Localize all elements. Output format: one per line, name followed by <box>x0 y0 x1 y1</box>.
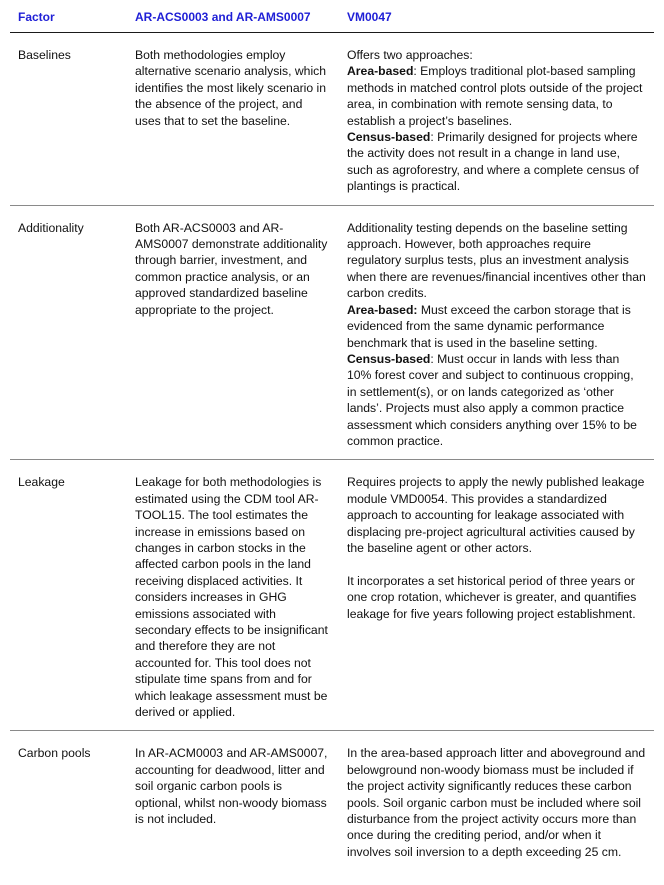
header-factor: Factor <box>10 0 127 33</box>
vm-paragraph-1: Requires projects to apply the newly published leakage module VMD0054. This provides a standardized approach to accounting for leakage associated with displacing pre-project agricultural activities caused by the baseline agent or other actors. <box>347 475 645 555</box>
factor-cell: Carbon pools <box>18 746 91 761</box>
row-additionality <box>10 205 654 460</box>
ar-cell: Both methodologies employ alternative scenario analysis, which identifies the most likely scenario in the absence of the project, and uses that to set the baseline. <box>127 33 339 206</box>
factor-cell: Additionality <box>10 205 127 460</box>
comparison-table <box>10 0 654 885</box>
ar-cell: In AR-ACM0003 and AR-AMS0007, accounting for deadwood, litter and soil organic carbon pools is optional, whilst non-woody biomass is not included. <box>135 746 328 827</box>
vm-cell: In the area-based approach litter and aboveground and belowground non-woody biomass must be included if the project activity significantly reduces these carbon pools. Soil organic carbon must be included where soil disturbance from the project activity occurs more than once during the crediting period, and/or when it involves soil inversion to a depth exceeding 25 cm. <box>347 746 646 859</box>
header-row <box>10 0 654 33</box>
vm-intro: Additionality testing depends on the baseline setting approach. However, both approaches require regulatory surplus tests, plus an investment analysis when there are revenues/financial incentives other than carbon credits. <box>347 220 646 301</box>
row-baselines <box>10 33 654 206</box>
vm-intro: Offers two approaches: <box>347 48 473 62</box>
vm-area-based <box>347 63 646 129</box>
area-based-term: Area-based <box>347 64 414 79</box>
header-ar-methodologies: AR-ACS0003 and AR-AMS0007 <box>127 0 339 33</box>
area-based-text: Must exceed the carbon storage that is evidenced from the same dynamic performance benchmark that is used in the baseline setting. <box>347 302 631 350</box>
vm-cell <box>339 460 654 731</box>
vm-paragraph-2: It incorporates a set historical period of three years or one crop rotation, whichever is greater, and quantifies leakage for five years following project establishment. <box>347 573 637 621</box>
area-based-term: Area-based: <box>347 302 418 317</box>
vm-census-based <box>347 129 646 195</box>
vm-cell <box>339 33 654 206</box>
census-based-text: : Primarily designed for projects where the activity does not result in a change in land use, such as agroforestry, and where a complete census of plantings is practical. <box>347 130 639 194</box>
vm-area-based <box>347 302 646 351</box>
factor-cell: Leakage <box>10 460 127 731</box>
header-vm0047: VM0047 <box>339 0 654 33</box>
vm-census-based <box>347 351 646 449</box>
census-based-text: : Must occur in lands with less than 10% forest cover and subject to continuous cropping, in settlement(s), or on lands categorized as ‘other lands’. Projects must also apply a common practice assessment which considers anything over 15% to be common practice. <box>347 351 637 448</box>
area-based-text: : Employs traditional plot-based sampling methods in matched control plots outside of the project area, in combination with remote sensing data, to establish a project’s baselines. <box>347 64 643 128</box>
factor-cell: Baselines <box>10 33 127 206</box>
census-based-term: Census-based <box>347 130 431 145</box>
row-carbon-pools <box>10 731 654 885</box>
vm-cell <box>339 205 654 460</box>
census-based-term: Census-based <box>347 351 431 366</box>
ar-cell: Leakage for both methodologies is estimated using the CDM tool AR-TOOL15. The tool estimates the increase in emissions based on changes in carbon stocks in the affected carbon pools in the land receiving displaced activities. It considers increases in GHG emissions associated with secondary effects to be insignificant and therefore they are not accounted for. This tool does not stipulate time spans from and for which leakage assessment must be derived or applied. <box>127 460 339 731</box>
ar-cell: Both AR-ACS0003 and AR-AMS0007 demonstrate additionality through barrier, investment, and common practice analysis, or an approved standardized baseline appropriate to the project. <box>127 205 339 460</box>
row-leakage <box>10 460 654 731</box>
paragraph-gap <box>347 556 646 572</box>
